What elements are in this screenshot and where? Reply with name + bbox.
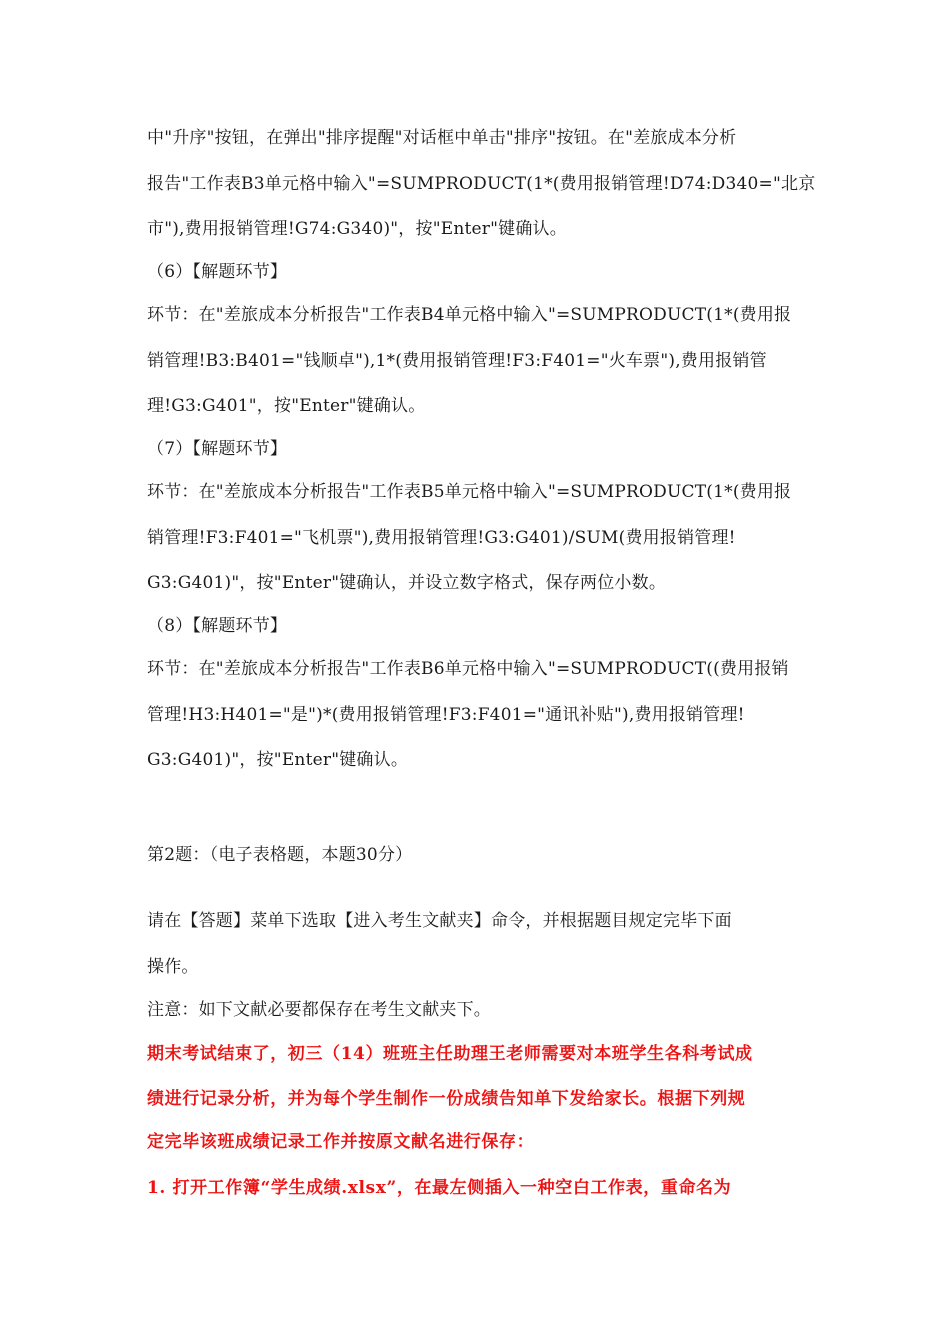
text-line: 理!G3:G401"，按"Enter"键确认。 <box>147 396 426 416</box>
note-line: 注意：如下文献必要都保存在考生文献夹下。 <box>147 1000 491 1020</box>
text-line: 请在【答题】菜单下选取【进入考生文献夹】命令，并根据题目规定完毕下面 <box>147 911 732 931</box>
emphasis-line: 期末考试结束了，初三（14）班班主任助理王老师需要对本班学生各科考试成 <box>147 1044 753 1064</box>
text-line: 环节：在"差旅成本分析报告"工作表B5单元格中输入"=SUMPRODUCT(1*(费用报 <box>147 482 792 502</box>
text-line: 中"升序"按钮，在弹出"排序提醒"对话框中单击"排序"按钮。在"差旅成本分析 <box>147 128 737 148</box>
text-line: 管理!H3:H401="是")*(费用报销管理!F3:F401="通讯补贴"),费用报销管理! <box>147 705 745 725</box>
section-heading: （6）【解题环节】 <box>147 262 288 282</box>
section-heading: （7）【解题环节】 <box>147 439 288 459</box>
emphasis-line: 绩进行记录分析，并为每个学生制作一份成绩告知单下发给家长。根据下列规 <box>147 1089 746 1109</box>
emphasis-line: 1. 打开工作簿“学生成绩.xlsx”，在最左侧插入一种空白工作表，重命名为 <box>147 1178 732 1198</box>
text-line: 环节：在"差旅成本分析报告"工作表B4单元格中输入"=SUMPRODUCT(1*(费用报 <box>147 305 792 325</box>
text-line: G3:G401)"，按"Enter"键确认。 <box>147 750 409 770</box>
text-line: 销管理!F3:F401="飞机票"),费用报销管理!G3:G401)/SUM(费用报销管理! <box>147 528 736 548</box>
text-line: 市"),费用报销管理!G74:G340)"，按"Enter"键确认。 <box>147 219 567 239</box>
section-heading: （8）【解题环节】 <box>147 616 288 636</box>
text-line: G3:G401)"，按"Enter"键确认，并设立数字格式，保存两位小数。 <box>147 573 667 593</box>
text-line: 销管理!B3:B401="钱顺卓"),1*(费用报销管理!F3:F401="火车票"),费用报销管 <box>147 351 767 371</box>
question-heading: 第2题：（电子表格题，本题30分） <box>147 845 413 865</box>
text-line: 报告"工作表B3单元格中输入"=SUMPRODUCT(1*(费用报销管理!D74:D340="北京 <box>147 174 816 194</box>
text-line: 操作。 <box>147 957 199 977</box>
text-line: 环节：在"差旅成本分析报告"工作表B6单元格中输入"=SUMPRODUCT((费用报销 <box>147 659 789 679</box>
emphasis-line: 定完毕该班成绩记录工作并按原文献名进行保存： <box>147 1132 535 1152</box>
